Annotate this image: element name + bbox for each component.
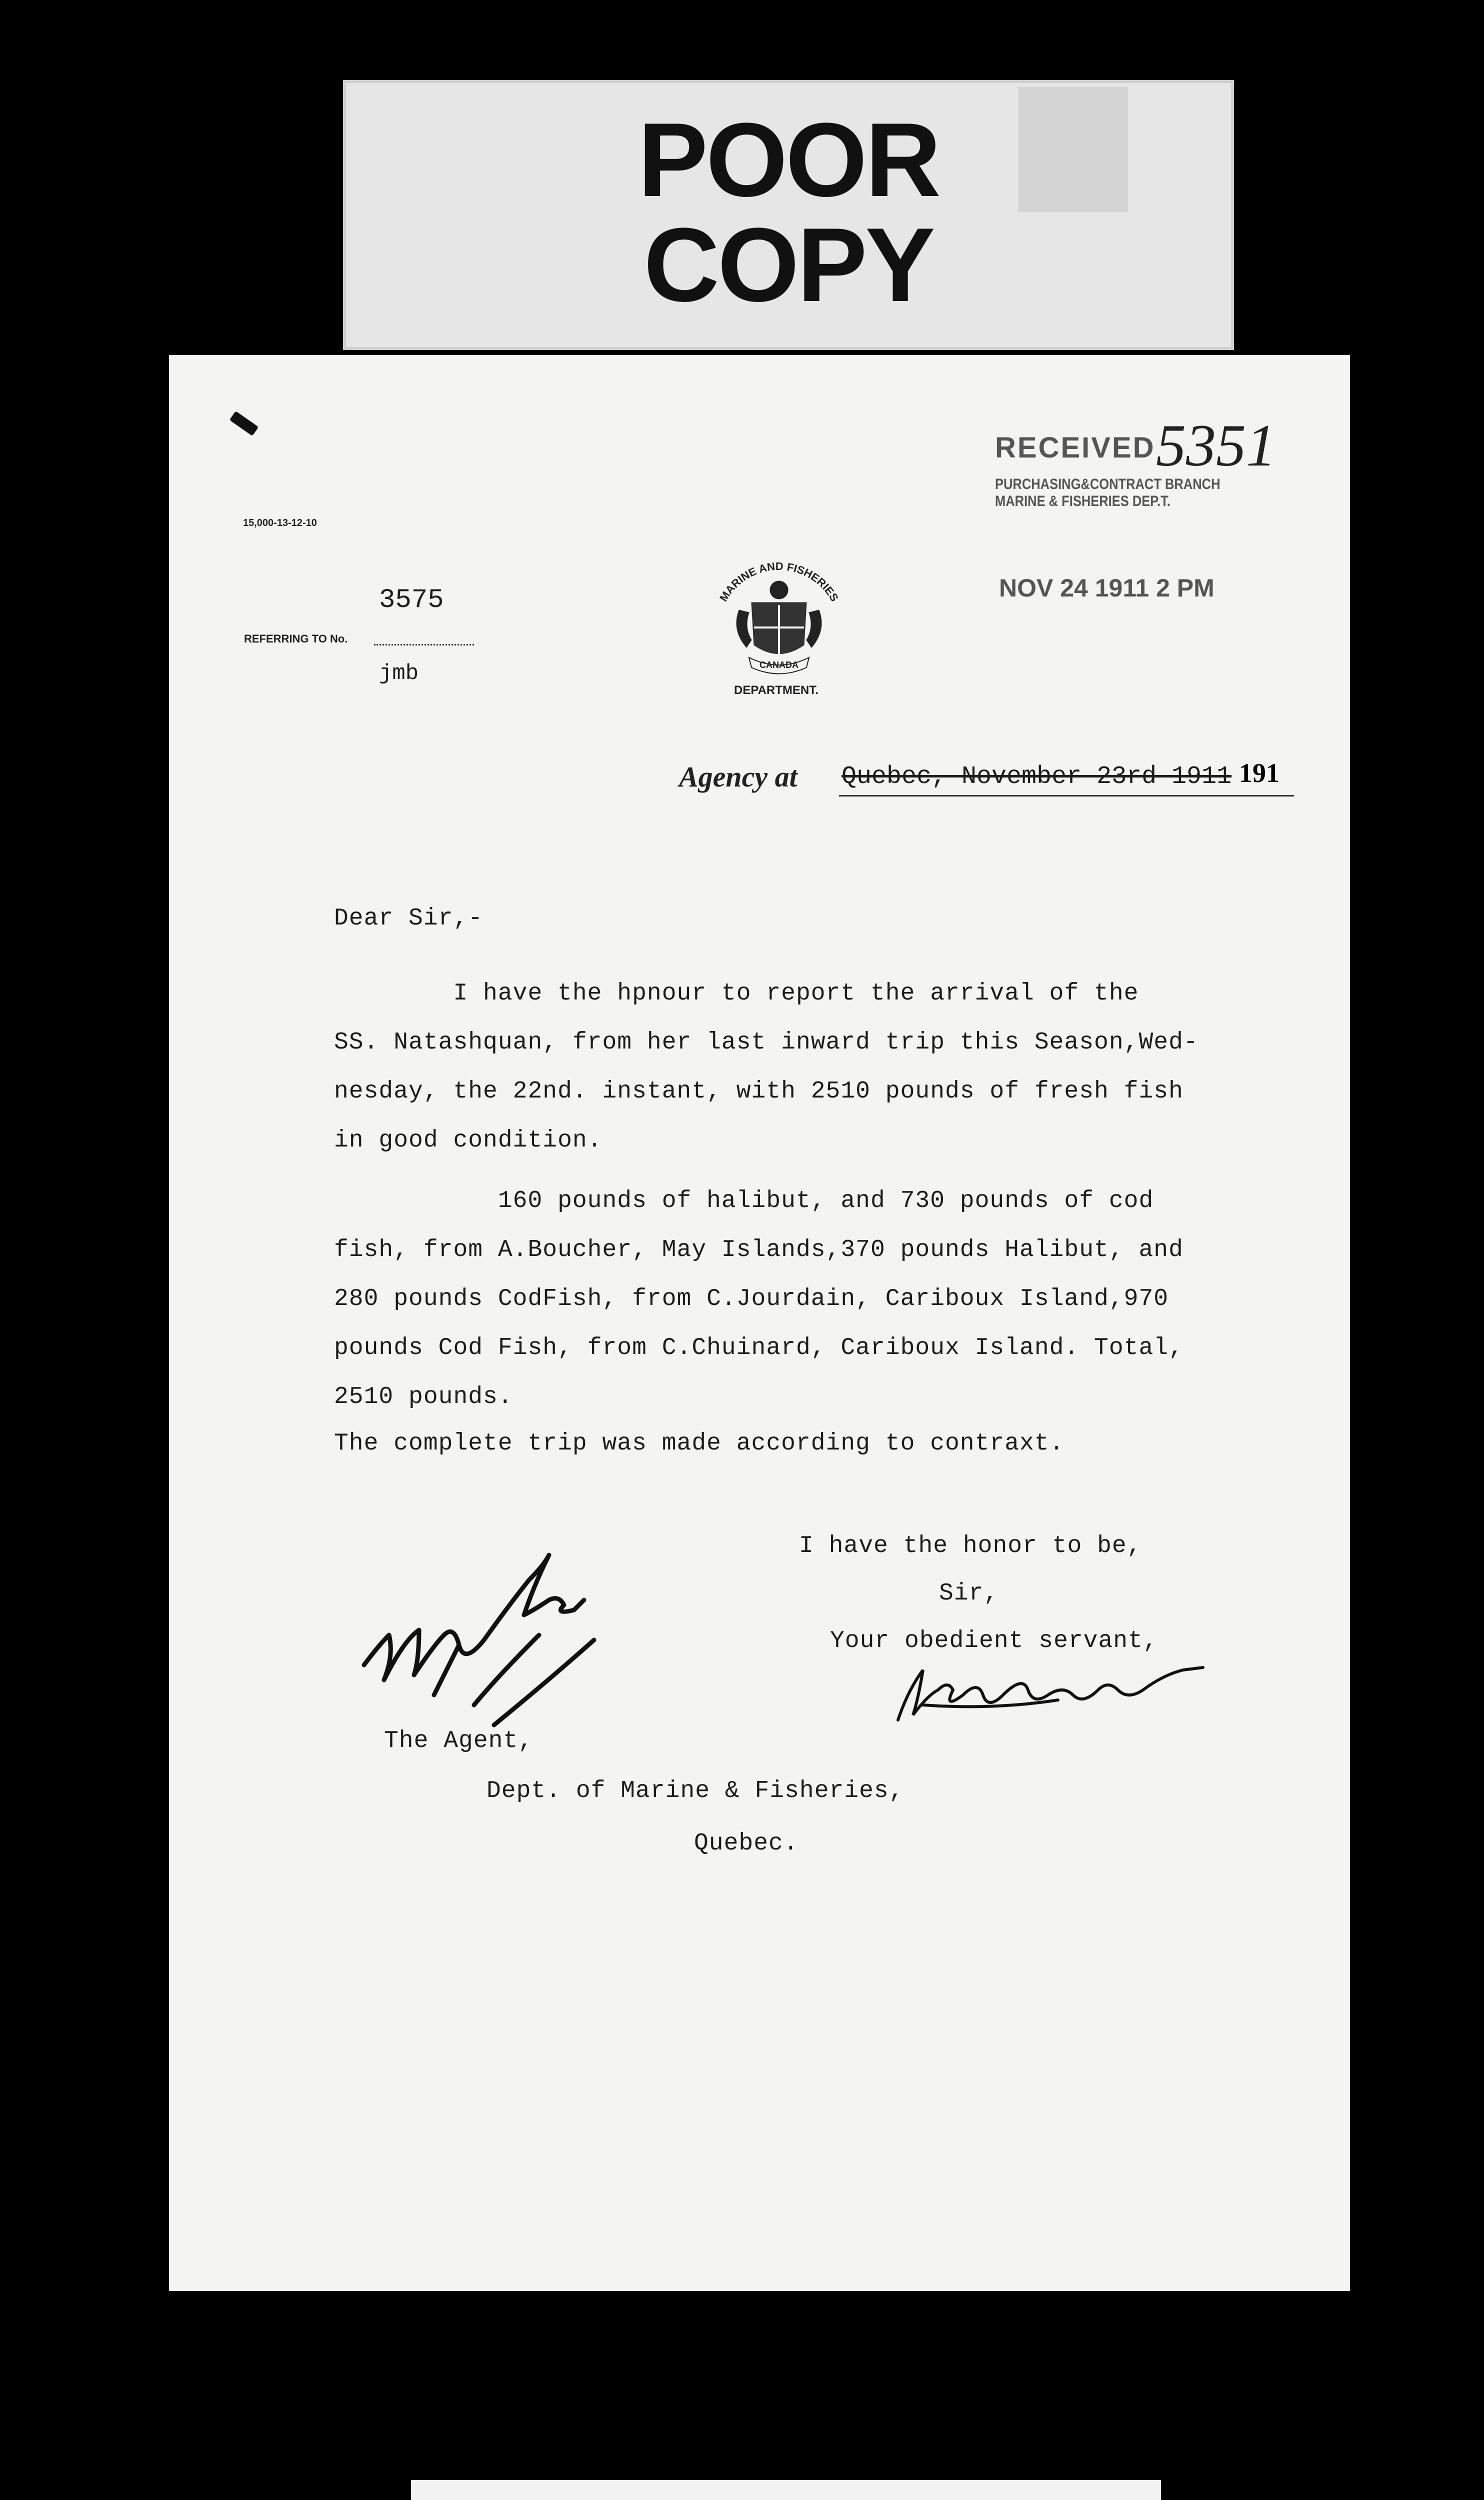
- paragraph-2-line: 280 pounds CodFish, from C.Jourdain, Cariboux Island,970: [334, 1286, 1169, 1312]
- paragraph-1-line: nesday, the 22nd. instant, with 2510 pounds of fresh fish: [334, 1078, 1184, 1105]
- handwritten-noted-annotation: [359, 1515, 659, 1755]
- paragraph-1-line: SS. Natashquan, from her last inward trip this Season,Wed-: [334, 1029, 1198, 1056]
- poor-copy-card: [343, 80, 1234, 350]
- paragraph-2-line: fish, from A.Boucher, May Islands,370 pounds Halibut, and: [334, 1236, 1184, 1264]
- received-stamp: [995, 412, 1276, 621]
- paragraph-2-line: pounds Cod Fish, from C.Chuinard, Cariboux Island. Total,: [334, 1334, 1184, 1362]
- punch-mark: [230, 411, 258, 436]
- handwritten-signature: [893, 1660, 1213, 1730]
- stamp-branch-line-1: PURCHASING&CONTRACT BRANCH: [995, 476, 1220, 492]
- dateline: Quebec, November 23rd 1911: [842, 762, 1232, 791]
- print-code: 15,000-13-12-10: [243, 518, 317, 528]
- closing-line-3: Your obedient servant,: [830, 1628, 1158, 1654]
- stamp-branch-line-2: MARINE & FISHERIES DEP.T.: [995, 493, 1170, 510]
- closing-line-2: Sir,: [939, 1580, 999, 1607]
- paragraph-2-line: 2510 pounds.: [334, 1384, 513, 1410]
- department-label: DEPARTMENT.: [734, 684, 818, 697]
- paragraph-1-line: in good condition.: [334, 1127, 602, 1154]
- paragraph-2-line: 160 pounds of halibut, and 730 pounds of cod: [334, 1188, 1154, 1214]
- poor-copy-line-2: COPY: [644, 206, 934, 324]
- handwritten-file-number: 5351: [1156, 412, 1276, 478]
- addressee-line-2: Dept. of Marine & Fisheries,: [486, 1778, 904, 1804]
- salutation: Dear Sir,-: [334, 905, 484, 932]
- noted-text: Noted: [359, 1515, 360, 1516]
- paragraph-1-line: I have the hpnour to report the arrival of the: [334, 980, 1139, 1007]
- reference-underline: [374, 644, 474, 646]
- closing-line-1: I have the honor to be,: [799, 1532, 1142, 1560]
- stamp-branch-text: [995, 476, 1220, 510]
- addressee-line-3: Quebec.: [694, 1830, 798, 1857]
- crest-ribbon-text: CANADA: [760, 660, 798, 670]
- department-crest-icon: [704, 555, 854, 690]
- letter-sheet: [169, 355, 1350, 2291]
- date-underline: [839, 795, 1294, 796]
- stamp-received-text: RECEIVED: [995, 432, 1156, 464]
- stamp-date: NOV 24 1911 2 PM: [999, 574, 1214, 602]
- agency-label: Agency at: [679, 760, 798, 793]
- reference-label: REFERRING TO No.: [244, 632, 348, 645]
- crest-arc-text: MARINE AND FISHERIES: [717, 560, 841, 604]
- reference-number: 3575: [379, 585, 444, 616]
- year-prefix: 191: [1239, 758, 1280, 788]
- file-label-strip: [411, 2480, 1161, 2500]
- reference-initials: jmb: [379, 661, 419, 686]
- paragraph-2-line: The complete trip was made according to contraxt.: [334, 1430, 1064, 1457]
- addressee-line-1: The Agent,: [384, 1728, 534, 1754]
- poor-copy-line-1: POOR: [638, 101, 940, 218]
